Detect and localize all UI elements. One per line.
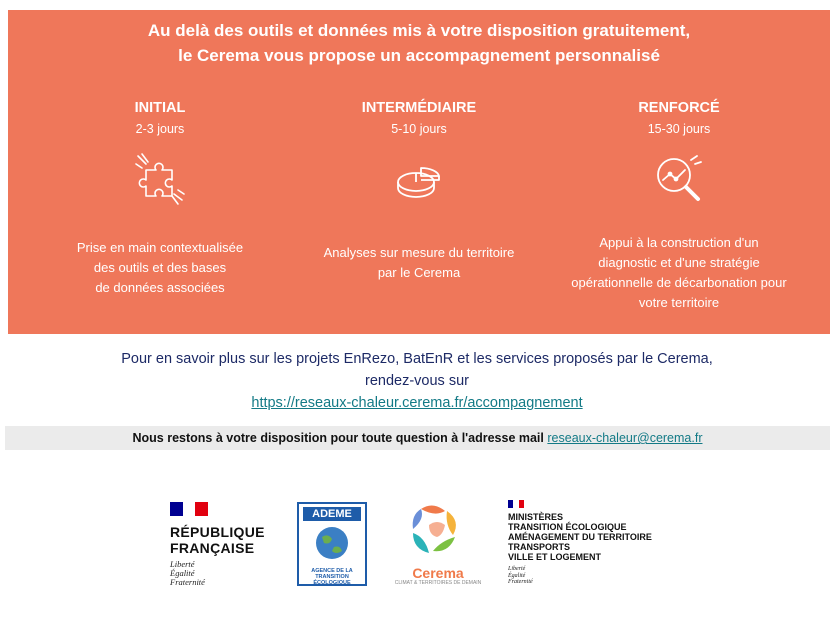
tier-duration: 15-30 jours: [647, 122, 711, 136]
magnifier-chart-icon: [649, 150, 709, 210]
tier-name: RENFORCÉ: [638, 100, 720, 116]
pie-chart-icon: [389, 150, 449, 210]
tier-description: Appui à la construction d'un diagnostic et d'une stratégie opérationnelle de décarbonation pour votre territoire: [571, 235, 787, 310]
info-paragraph: Pour en savoir plus sur les projets EnRezo, BatEnR et les services proposés par le Cerema, rendez-vous sur https://reseaux-chaleur.cerema.fr/accompagnement: [121, 351, 713, 411]
cerema-emblem-icon: [407, 503, 469, 561]
accompagnement-link[interactable]: https://reseaux-chaleur.cerema.fr/accompagnement: [251, 395, 583, 411]
service-banner: [8, 10, 830, 334]
republique-francaise-logo: RÉPUBLIQUE FRANÇAISE Liberté Égalité Fraternité: [170, 502, 280, 587]
contact-bar: Nous restons à votre disposition pour toute question à l'adresse mail reseaux-chaleur@cerema.fr: [5, 426, 830, 450]
tier-intermediaire: [289, 98, 549, 280]
tier-description: Prise en main contextualisée des outils et des bases de données associées: [76, 240, 244, 295]
contact-email-link[interactable]: reseaux-chaleur@cerema.fr: [547, 431, 703, 445]
tier-initial: [30, 98, 290, 295]
tier-duration: 2-3 jours: [135, 122, 185, 136]
flag-icon: [508, 500, 524, 508]
ministeres-logo: MINISTÈRES TRANSITION ÉCOLOGIQUE AMÉNAGEMENT DU TERRITOIRE TRANSPORTS VILLE ET LOGEMENT Liberté Égalité Fraternité: [508, 500, 678, 586]
flag-icon: [170, 502, 208, 516]
tier-name: INTERMÉDIAIRE: [361, 100, 477, 116]
tier-renforce: [549, 98, 809, 310]
tier-description: Analyses sur mesure du territoire par le Cerema: [323, 245, 515, 280]
tier-duration: 5-10 jours: [391, 122, 447, 136]
ademe-logo: ADEME AGENCE DE LA TRANSITION ÉCOLOGIQUE: [297, 502, 367, 586]
banner-title: Au delà des outils et données mis à votre disposition gratuitement, le Cerema vous propose un accompagnement personnalisé: [147, 21, 691, 65]
tier-name: INITIAL: [134, 100, 186, 116]
puzzle-hands-icon: [130, 150, 190, 210]
cerema-logo: Cerema CLIMAT & TERRITOIRES DE DEMAIN: [392, 503, 484, 587]
globe-icon: [314, 525, 350, 561]
